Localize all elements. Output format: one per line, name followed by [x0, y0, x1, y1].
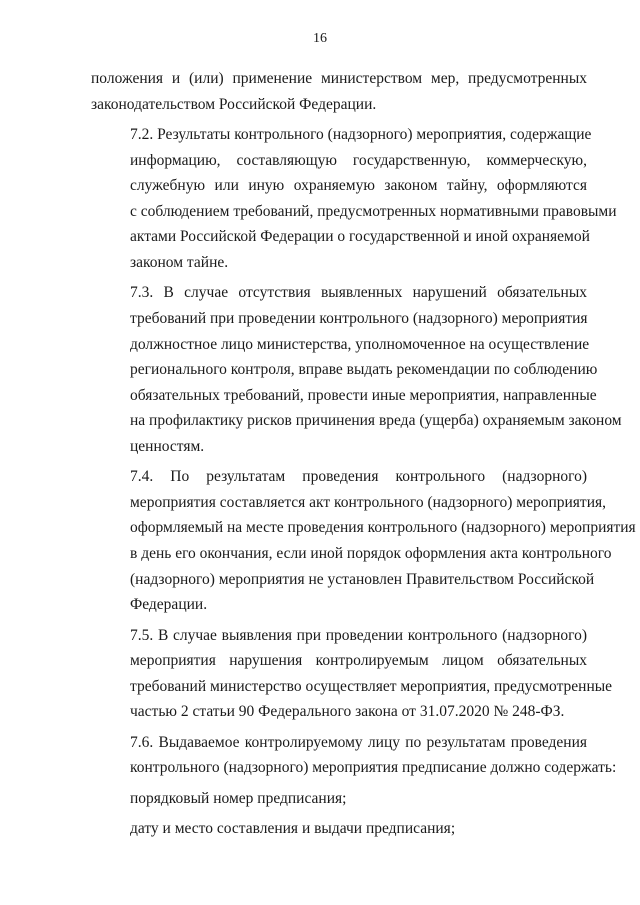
- text-line: 7.2. Результаты контрольного (надзорного) мероприятия, содержащие: [130, 125, 592, 143]
- paragraph-item2: [91, 816, 587, 842]
- paragraph-p7-6: [91, 730, 617, 781]
- text-line: Федерации.: [130, 596, 208, 614]
- paragraph-p7-3: [91, 280, 622, 459]
- text-line: частью 2 статьи 90 Федерального закона от 31.07.2020 № 248-ФЗ.: [130, 703, 565, 721]
- text-line: актами Российской Федерации о государственной и иной охраняемой: [130, 228, 590, 246]
- paragraph-p7-4: [91, 464, 636, 618]
- text-line: требований при проведении контрольного (надзорного) мероприятия: [130, 309, 588, 327]
- text-line: 7.5. В случае выявления при проведении контрольного (надзорного): [130, 626, 587, 644]
- text-line: мероприятия составляется акт контрольного (надзорного) мероприятия,: [130, 493, 606, 511]
- text-line: в день его окончания, если иной порядок оформления акта контрольного: [130, 545, 612, 563]
- paragraph-p7-2: [91, 122, 617, 276]
- text-line: должностное лицо министерства, уполномоченное на осуществление: [130, 335, 590, 353]
- text-line: ценностям.: [130, 437, 205, 455]
- text-line: 7.3. В случае отсутствия выявленных нарушений обязательных: [130, 284, 587, 302]
- text-line: законодательством Российской Федерации.: [91, 95, 377, 113]
- text-line: с соблюдением требований, предусмотренных нормативными правовыми: [130, 202, 617, 220]
- text-line: 7.6. Выдаваемое контролируемому лицу по результатам проведения: [130, 733, 587, 751]
- text-line: (надзорного) мероприятия не установлен Правительством Российской: [130, 570, 595, 588]
- text-line: требований министерство осуществляет мероприятия, предусмотренные: [130, 677, 613, 695]
- text-line: 7.4. По результатам проведения контрольного (надзорного): [130, 468, 587, 486]
- text-line: мероприятия нарушения контролируемым лицом обязательных: [130, 652, 587, 670]
- text-line: законом тайне.: [130, 253, 229, 271]
- paragraph-p0: [91, 66, 587, 117]
- text-line: контрольного (надзорного) мероприятия предписание должно содержать:: [130, 759, 617, 777]
- document-body: [91, 66, 636, 847]
- page-number: 16: [313, 31, 327, 46]
- paragraph-p7-5: [91, 623, 613, 725]
- text-line: дату и место составления и выдачи предписания;: [130, 820, 456, 838]
- text-line: информацию, составляющую государственную, коммерческую,: [130, 151, 587, 169]
- text-line: на профилактику рисков причинения вреда (ущерба) охраняемым законом: [130, 412, 622, 430]
- text-line: служебную или иную охраняемую законом тайну, оформляются: [130, 177, 587, 195]
- text-line: обязательных требований, провести иные мероприятия, направленные: [130, 386, 597, 404]
- text-line: оформляемый на месте проведения контрольного (надзорного) мероприятия: [130, 519, 636, 537]
- text-line: регионального контроля, вправе выдать рекомендации по соблюдению: [130, 361, 598, 379]
- paragraph-item1: [91, 786, 587, 812]
- text-line: порядковый номер предписания;: [130, 789, 347, 807]
- text-line: положения и (или) применение министерством мер, предусмотренных: [91, 70, 587, 87]
